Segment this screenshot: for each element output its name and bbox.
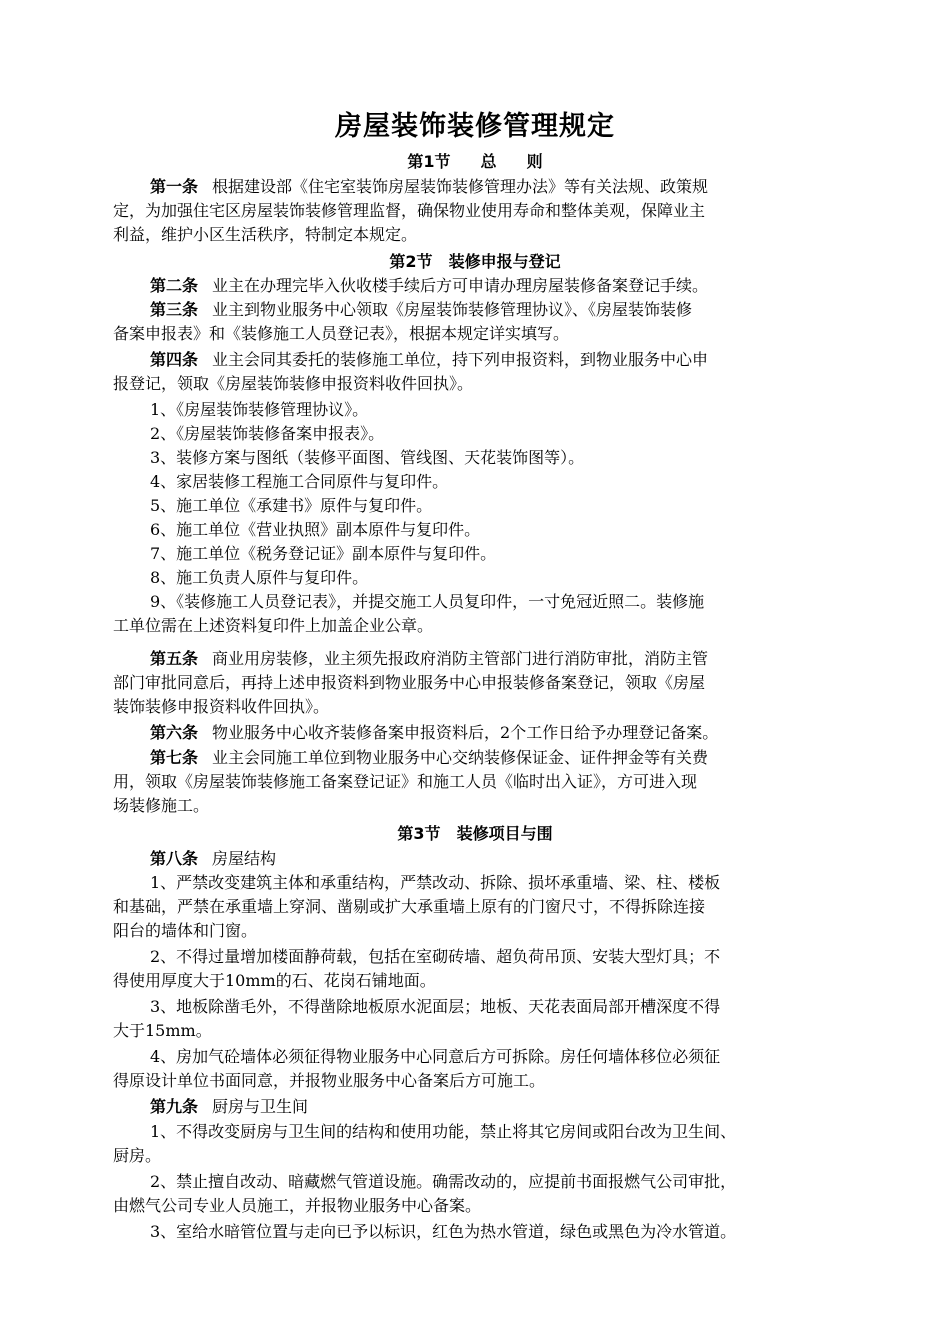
list-item: 4、房加气砼墙体必须征得物业服务中心同意后方可拆除。房任何墙体移位必须征 <box>150 1047 721 1066</box>
list-item-continuation: 得原设计单位书面同意，并报物业服务中心备案后方可施工。 <box>113 1071 546 1090</box>
section-title-part: 则 <box>526 152 543 171</box>
article-9-item-3 <box>113 1220 840 1244</box>
list-item: 5、施工单位《承建书》原件与复印件。 <box>150 496 433 515</box>
article-text: 场装修施工。 <box>113 796 210 815</box>
section-heading-2 <box>0 250 950 274</box>
article-text: 备案申报表》和《装修施工人员登记表》，根据本规定详实填写。 <box>113 324 570 343</box>
article-label: 第二条 <box>150 276 199 295</box>
article-label: 第五条 <box>150 649 199 668</box>
article-8-item-1 <box>113 871 840 943</box>
list-item-continuation: 厨房。 <box>113 1146 162 1165</box>
article-4-items <box>113 398 840 638</box>
article-6 <box>113 721 840 745</box>
article-text: 业主到物业服务中心领取《房屋装饰装修管理协议》、《房屋装饰装修 <box>212 300 693 319</box>
list-item-continuation: 由燃气公司专业人员施工，并报物业服务中心备案。 <box>113 1196 482 1215</box>
article-2 <box>113 274 840 298</box>
section-title: 装修申报与登记 <box>448 252 561 271</box>
article-8-item-3 <box>113 995 840 1043</box>
list-item: 4、家居装修工程施工合同原件与复印件。 <box>150 472 449 491</box>
article-text: 物业服务中心收齐装修备案申报资料后，2个工作日给予办理登记备案。 <box>212 723 719 742</box>
article-8-item-2 <box>113 945 840 993</box>
section-title: 装修项目与围 <box>456 824 553 843</box>
section-number: 第1节 <box>407 152 451 171</box>
article-text: 装饰装修申报资料收件回执》。 <box>113 697 330 716</box>
article-9-item-1 <box>113 1120 840 1168</box>
list-item: 3、装修方案与图纸（装修平面图、管线图、天花装饰图等）。 <box>150 448 585 467</box>
list-item: 3、地板除凿毛外，不得凿除地板原水泥面层；地板、天花表面局部开槽深度不得 <box>150 997 721 1016</box>
list-item: 2、《房屋装饰装修备案申报表》。 <box>150 424 385 443</box>
article-text: 部门审批同意后，再持上述申报资料到物业服务中心申报装修备案登记，领取《房屋 <box>113 673 706 692</box>
article-1 <box>113 175 840 247</box>
list-item: 2、不得过量增加楼面静荷载，包括在室砌砖墙、超负荷吊顶、安装大型灯具；不 <box>150 947 721 966</box>
section-heading-3 <box>0 822 950 846</box>
list-item: 6、施工单位《营业执照》副本原件与复印件。 <box>150 520 481 539</box>
list-item: 3、室给水暗管位置与走向已予以标识，红色为热水管道，绿色或黑色为冷水管道。 <box>150 1222 737 1241</box>
article-8 <box>113 847 840 871</box>
list-item: 8、施工负责人原件与复印件。 <box>150 568 369 587</box>
article-9 <box>113 1095 840 1119</box>
article-8-item-4 <box>113 1045 840 1093</box>
list-item-continuation: 阳台的墙体和门窗。 <box>113 921 258 940</box>
list-item: 2、禁止擅自改动、暗藏燃气管道设施。确需改动的，应提前书面报燃气公司审批， <box>150 1172 737 1191</box>
list-item-continuation: 大于15mm。 <box>113 1021 212 1040</box>
article-label: 第四条 <box>150 350 199 369</box>
list-item-continuation: 和基础，严禁在承重墙上穿洞、凿剔或扩大承重墙上原有的门窗尺寸，不得拆除连接 <box>113 897 706 916</box>
article-label: 第七条 <box>150 748 199 767</box>
article-text: 商业用房装修，业主须先报政府消防主管部门进行消防审批，消防主管 <box>212 649 709 668</box>
list-item: 7、施工单位《税务登记证》副本原件与复印件。 <box>150 544 497 563</box>
article-text: 利益，维护小区生活秩序，特制定本规定。 <box>113 225 418 244</box>
list-item-continuation: 得使用厚度大于10mm的石、花岗石铺地面。 <box>113 971 436 990</box>
article-3 <box>113 298 840 346</box>
article-label: 第一条 <box>150 177 199 196</box>
article-7 <box>113 746 840 818</box>
article-label: 第三条 <box>150 300 199 319</box>
article-4 <box>113 348 840 396</box>
list-item: 1、严禁改变建筑主体和承重结构，严禁改动、拆除、损坏承重墙、梁、柱、楼板 <box>150 873 721 892</box>
article-text: 根据建设部《住宅室装饰房屋装饰装修管理办法》等有关法规、政策规 <box>212 177 709 196</box>
article-5 <box>113 647 840 719</box>
section-heading-1 <box>0 150 950 174</box>
article-text: 报登记，领取《房屋装饰装修申报资料收件回执》。 <box>113 374 474 393</box>
article-9-item-2 <box>113 1170 840 1218</box>
document-title: 房屋装饰装修管理规定 <box>335 111 615 142</box>
article-text: 业主在办理完毕入伙收楼手续后方可申请办理房屋装修备案登记手续。 <box>212 276 709 295</box>
article-label: 第八条 <box>150 849 199 868</box>
list-item: 9、《装修施工人员登记表》，并提交施工人员复印件，一寸免冠近照二。装修施 <box>150 592 705 611</box>
list-item: 1、《房屋装饰装修管理协议》。 <box>150 400 369 419</box>
section-number: 第2节 <box>389 252 433 271</box>
section-number: 第3节 <box>397 824 441 843</box>
article-text: 厨房与卫生间 <box>212 1097 309 1116</box>
article-text: 用，领取《房屋装饰装修施工备案登记证》和施工人员《临时出入证》，方可进入现 <box>113 772 698 791</box>
list-item-continuation: 工单位需在上述资料复印件上加盖企业公章。 <box>113 616 434 635</box>
list-item: 1、不得改变厨房与卫生间的结构和使用功能，禁止将其它房间或阳台改为卫生间、 <box>150 1122 737 1141</box>
section-title-part: 总 <box>480 152 497 171</box>
article-label: 第六条 <box>150 723 199 742</box>
article-text: 业主会同其委托的装修施工单位，持下列申报资料，到物业服务中心申 <box>212 350 709 369</box>
article-text: 房屋结构 <box>212 849 277 868</box>
article-text: 业主会同施工单位到物业服务中心交纳装修保证金、证件押金等有关费 <box>212 748 709 767</box>
article-label: 第九条 <box>150 1097 199 1116</box>
article-text: 定，为加强住宅区房屋装饰装修管理监督，确保物业使用寿命和整体美观，保障业主 <box>113 201 706 220</box>
